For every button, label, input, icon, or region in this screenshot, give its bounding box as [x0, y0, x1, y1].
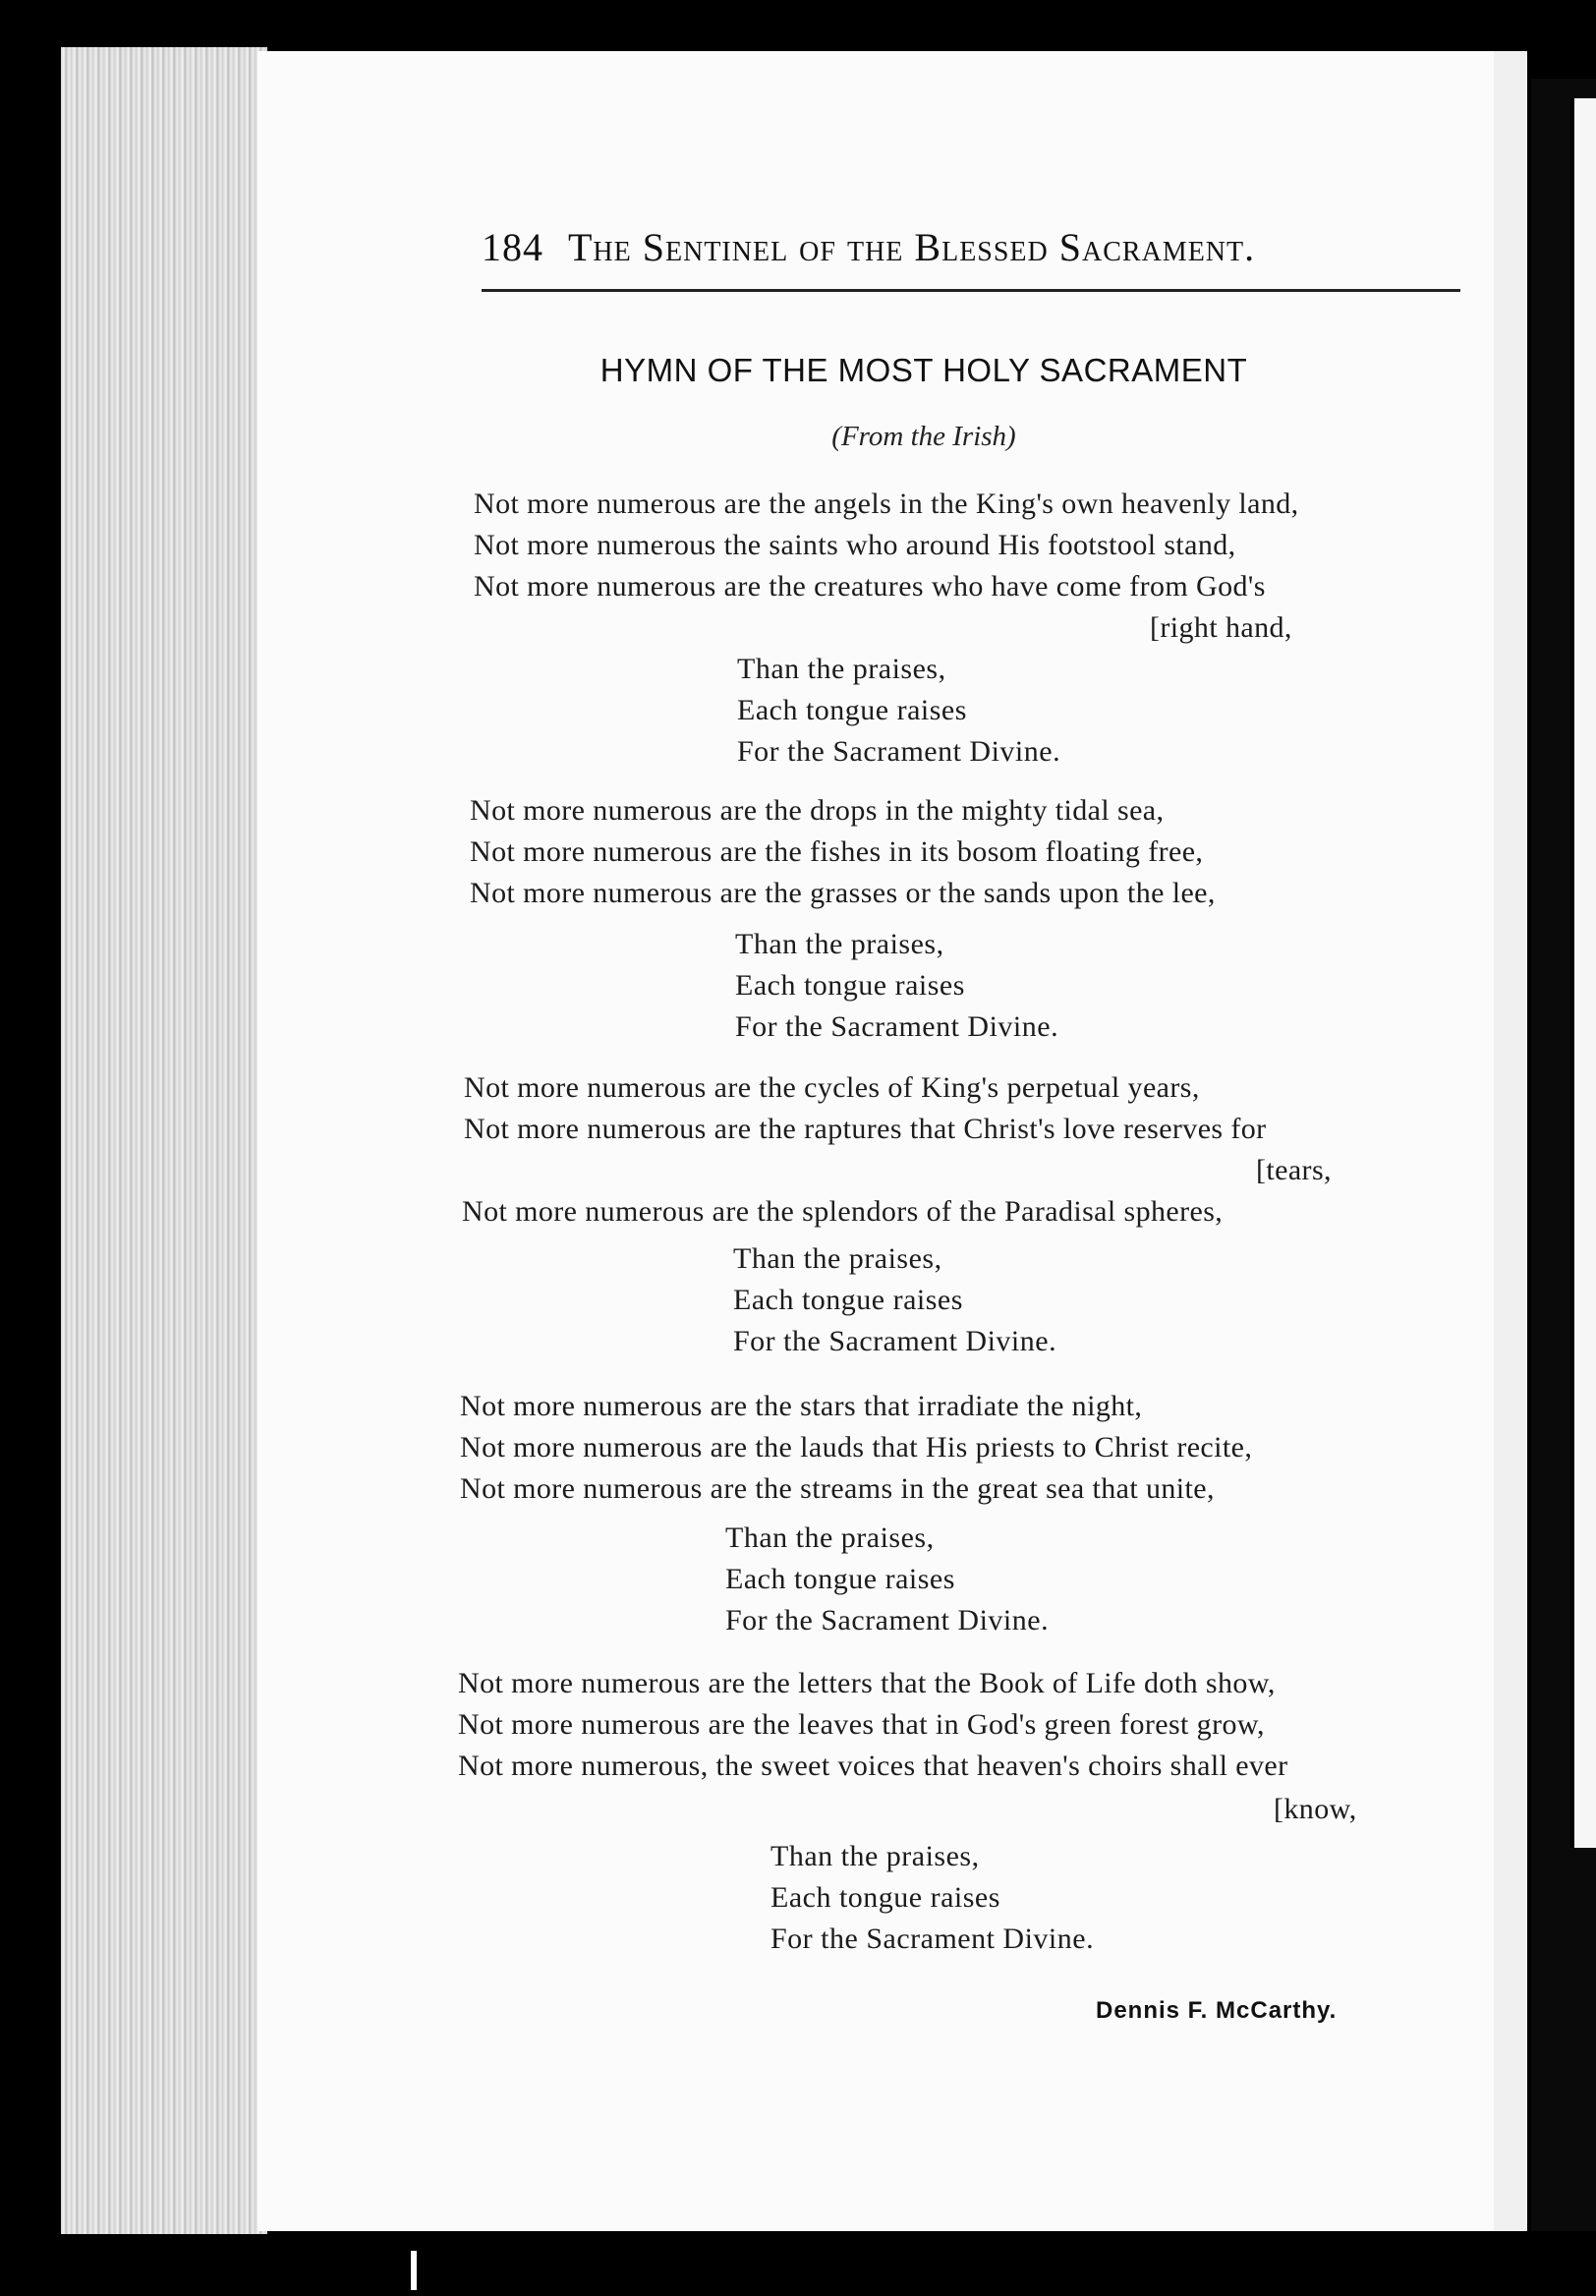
verse-line-continuation: [know, — [1274, 1793, 1357, 1825]
verse-line: Not more numerous are the letters that the Book of Life doth show, — [458, 1667, 1276, 1699]
verse-line: Not more numerous are the cycles of King's perpetual years, — [464, 1071, 1200, 1104]
refrain-line: Than the praises, — [737, 653, 946, 685]
hymn-title: HYMN OF THE MOST HOLY SACRAMENT — [599, 352, 1248, 388]
running-title: The Sentinel of the Blessed Sacrament. — [568, 225, 1256, 269]
verse-line: Not more numerous are the creatures who have come from God's — [474, 570, 1266, 603]
hymn-subtitle: (From the Irish) — [831, 421, 1016, 452]
verse-line: Not more numerous are the raptures that Christ's love reserves for — [464, 1113, 1267, 1145]
verse-line: Not more numerous, the sweet voices that heaven's choirs shall ever — [458, 1750, 1288, 1782]
refrain-line: Than the praises, — [733, 1242, 942, 1275]
verse-line: Not more numerous are the lauds that His priests to Christ recite, — [460, 1431, 1253, 1464]
verse-line: Not more numerous are the fishes in its bosom floating free, — [470, 835, 1204, 868]
page-number: 184 — [482, 225, 543, 269]
refrain-line: Each tongue raises — [733, 1284, 963, 1316]
facing-page-edge — [1570, 98, 1596, 1848]
verse-line: Not more numerous are the grasses or the sands upon the lee, — [470, 877, 1216, 909]
refrain-line: For the Sacrament Divine. — [735, 1010, 1059, 1043]
header-rule — [482, 289, 1460, 292]
verse-line-continuation: [tears, — [1256, 1154, 1332, 1186]
verse-line: Not more numerous are the angels in the King's own heavenly land, — [474, 488, 1299, 520]
running-head — [482, 224, 1460, 270]
refrain-line: Than the praises, — [770, 1840, 980, 1872]
verse-line: Not more numerous are the splendors of the Paradisal spheres, — [462, 1195, 1224, 1228]
refrain-line: Each tongue raises — [770, 1881, 1000, 1914]
verse-line: Not more numerous are the leaves that in God's green forest grow, — [458, 1708, 1265, 1741]
refrain-line: Than the praises, — [725, 1521, 935, 1554]
verse-line: Not more numerous are the drops in the mighty tidal sea, — [470, 794, 1165, 827]
refrain-line: Than the praises, — [735, 928, 944, 960]
refrain-line: For the Sacrament Divine. — [770, 1923, 1095, 1955]
refrain-line: Each tongue raises — [737, 694, 967, 726]
author-signature: Dennis F. McCarthy. — [1096, 1997, 1338, 2024]
page-edge — [61, 47, 267, 2234]
page-margin-right — [1494, 51, 1527, 2231]
verse-line: Not more numerous are the stars that irradiate the night, — [460, 1390, 1143, 1422]
scan-artifact — [411, 2251, 417, 2290]
refrain-line: Each tongue raises — [735, 969, 965, 1002]
refrain-line: Each tongue raises — [725, 1563, 955, 1595]
verse-line: Not more numerous the saints who around His footstool stand, — [474, 529, 1236, 561]
verse-line: Not more numerous are the streams in the great sea that unite, — [460, 1472, 1215, 1505]
refrain-line: For the Sacrament Divine. — [733, 1325, 1057, 1357]
refrain-line: For the Sacrament Divine. — [737, 735, 1061, 768]
refrain-line: For the Sacrament Divine. — [725, 1604, 1050, 1636]
verse-line-continuation: [right hand, — [1150, 611, 1292, 644]
